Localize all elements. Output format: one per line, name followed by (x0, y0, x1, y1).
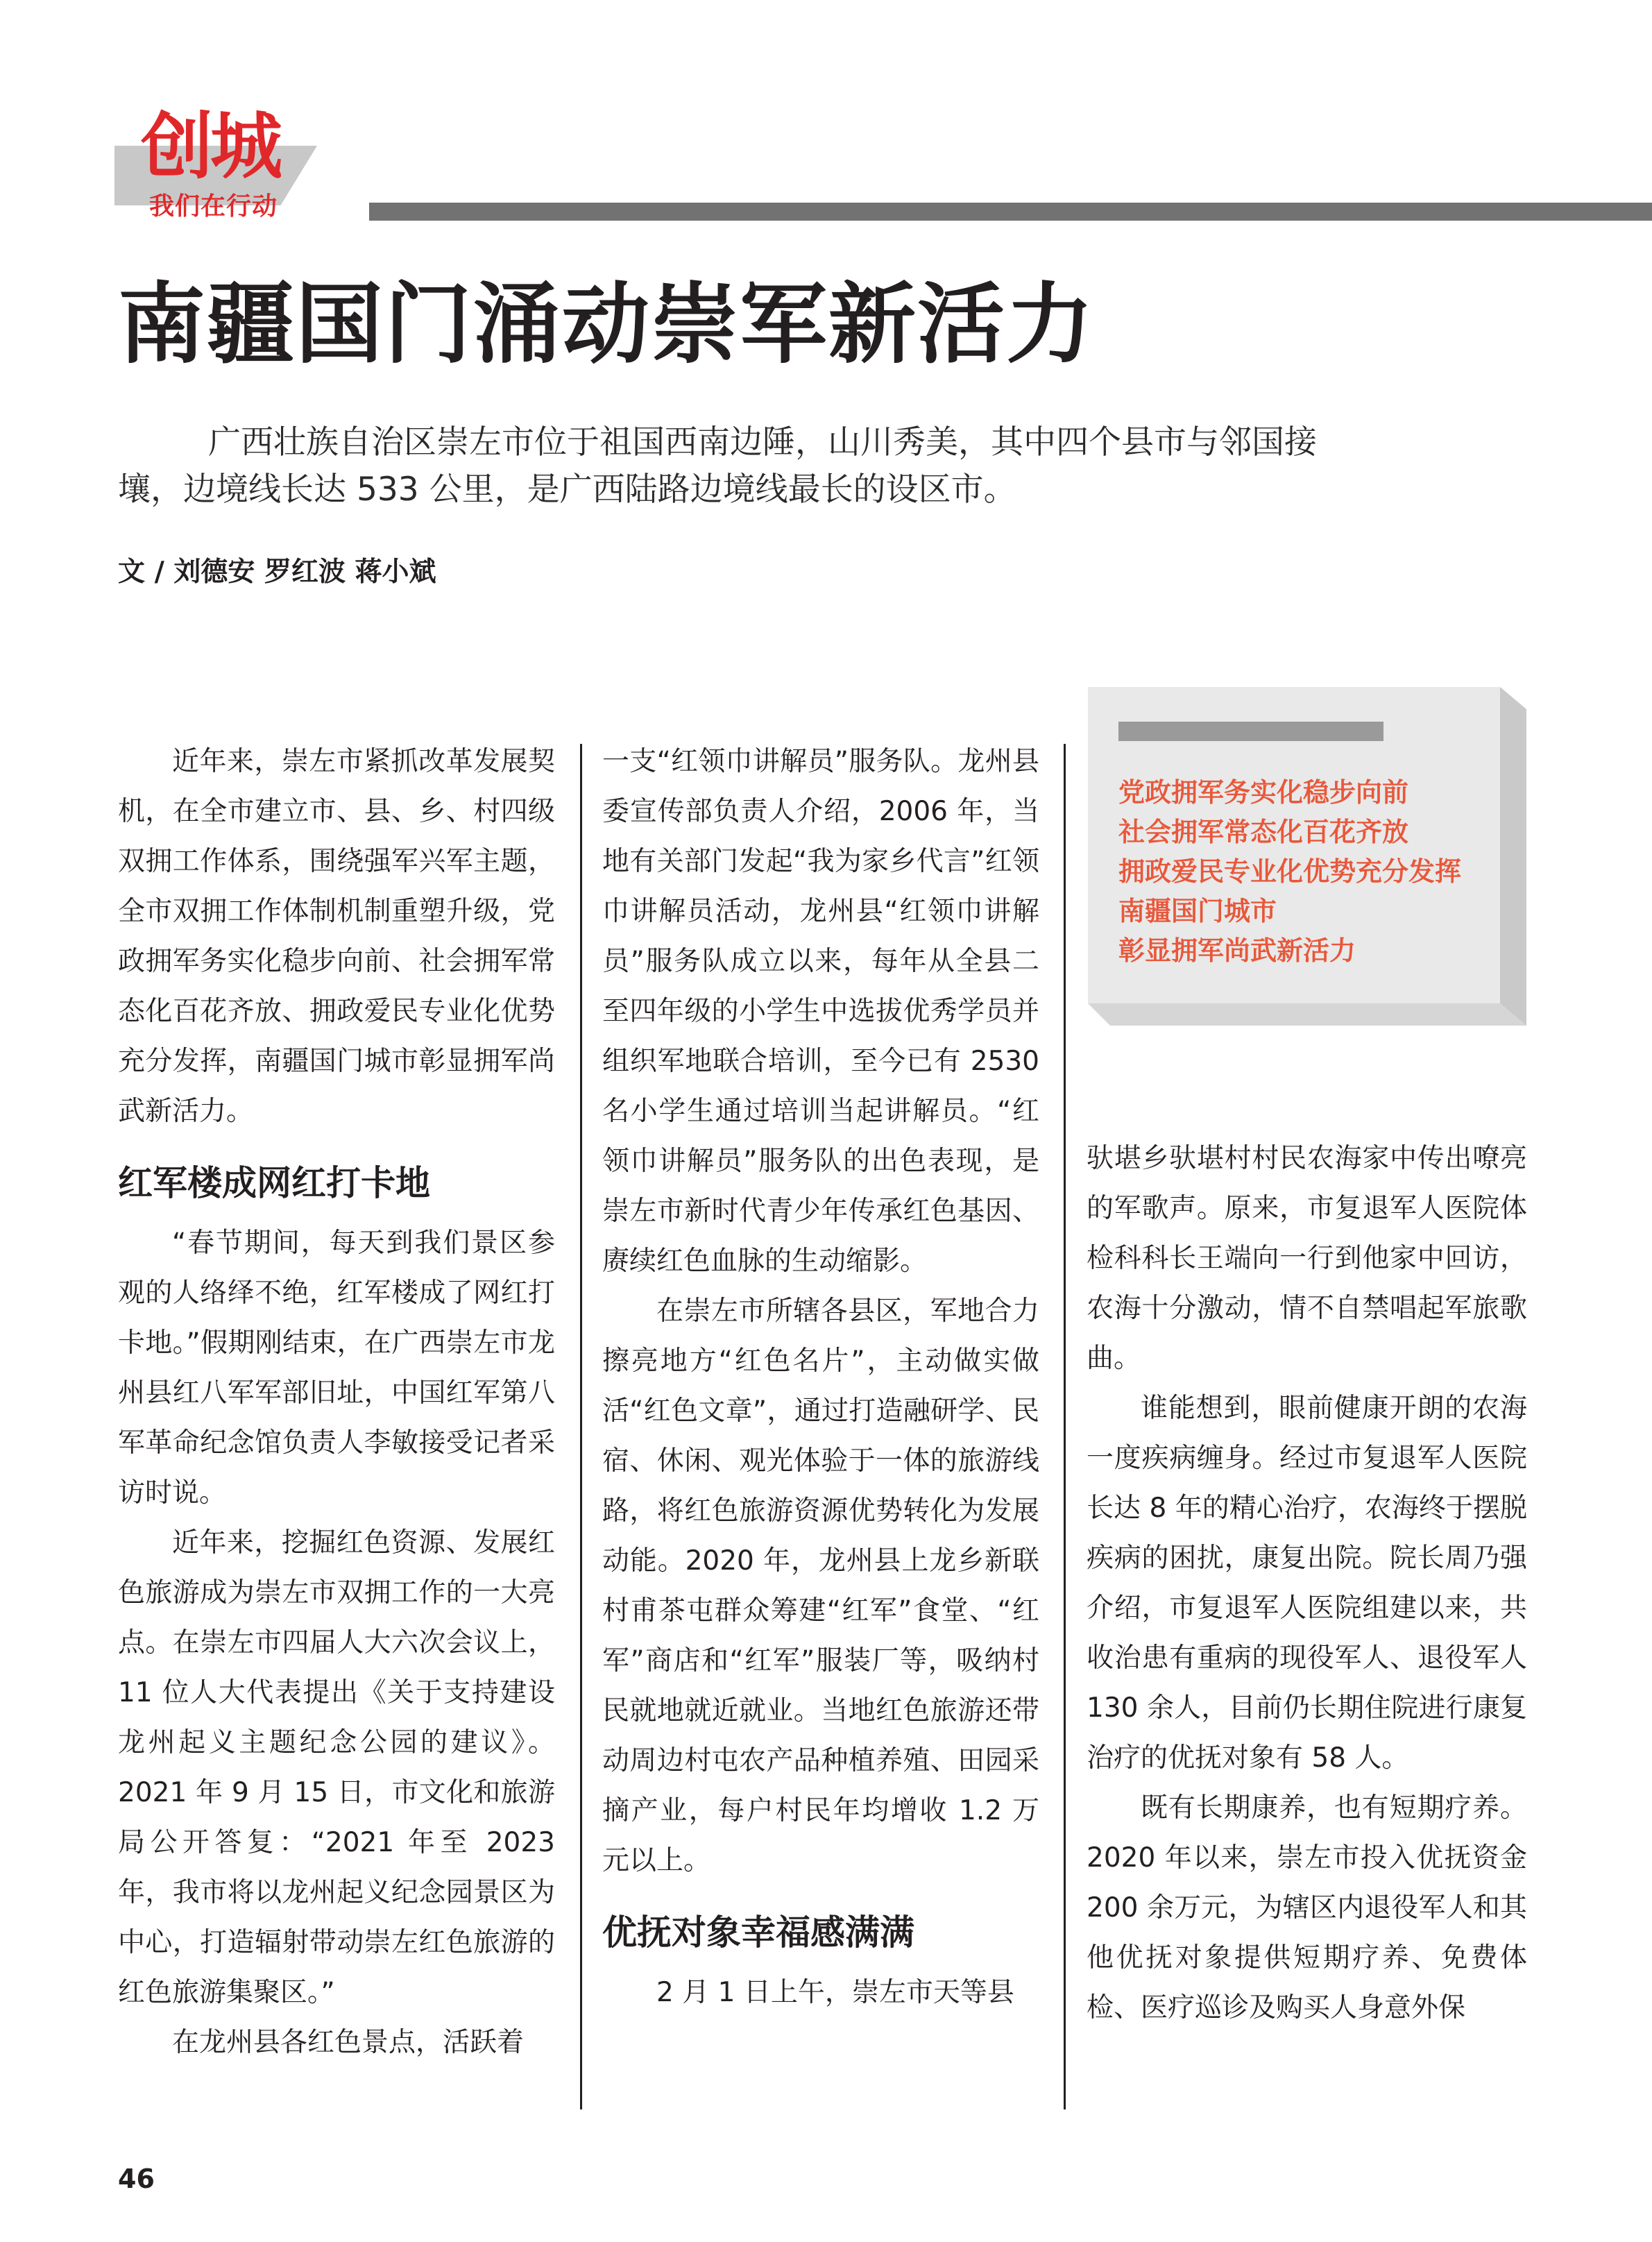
column-divider (1064, 744, 1066, 2109)
section-logo (114, 105, 330, 223)
section-heading: 红军楼成网红打卡地 (118, 1163, 430, 1203)
article-byline: 文 / 刘德安 罗红波 蒋小斌 (118, 557, 436, 588)
pull-quote-line: 拥政爱民专业化优势充分发挥 (1118, 856, 1462, 887)
paragraph: 一支“红领巾讲解员”服务队。龙州县委宣传部负责人介绍，2006 年，当地有关部门发起“我为家乡代言”红领巾讲解员活动，龙州县“红领巾讲解员”服务队成立以来，每年从全县二至四年级的小学生中选拔优秀学员并组织军地联合培训，至今已有 2530 名小学生通过培训当起讲解员。“红领巾讲解员”服务队的出色表现，是崇左市新时代青少年传承红色基因、赓续红色血脉的生动缩影。 (602, 746, 1039, 1277)
logo-subtitle: 我们在行动 (149, 192, 278, 221)
paragraph: 驮堪乡驮堪村村民农海家中传出嘹亮的军歌声。原来，市复退军人医院体检科科长王端向一行到他家中回访，农海十分激动，情不自禁唱起军旅歌曲。 (1087, 1143, 1527, 1374)
article-lead: 广西壮族自治区崇左市位于祖国西南边陲，山川秀美，其中四个县市与邻国接壤，边境线长达 533 公里，是广西陆路边境线最长的设区市。 (118, 423, 1317, 509)
paragraph: 既有长期康养，也有短期疗养。2020 年以来，崇左市投入优抚资金 200 余万元，为辖区内退役军人和其他优抚对象提供短期疗养、免费体检、医疗巡诊及购买人身意外保 (1087, 1792, 1527, 2023)
column-1 (118, 737, 555, 2068)
paragraph: 在崇左市所辖各县区，军地合力擦亮地方“红色名片”，主动做实做活“红色文章”，通过打造融研学、民宿、休闲、观光体验于一体的旅游线路，将红色旅游资源优势转化为发展动能。2020 年，龙州县上龙乡新联村甫茶屯群众筹建“红军”食堂、“红军”商店和“红军”服装厂等，吸纳村民就地就近就业。当地红色旅游还带动周边村屯农产品种植养殖、田园采摘产业，每户村民年均增收 1.2 万元以上。 (602, 1296, 1039, 1876)
article-title: 南疆国门涌动崇军新活力 (118, 273, 1095, 375)
pull-quote-bottom-shade (1088, 1003, 1526, 1026)
pull-quote-bar (1118, 722, 1383, 741)
column-2 (602, 737, 1039, 2018)
paragraph: 近年来，崇左市紧抓改革发展契机，在全市建立市、县、乡、村四级双拥工作体系，围绕强军兴军主题，全市双拥工作体制机制重塑升级，党政拥军务实化稳步向前、社会拥军常态化百花齐放、拥政爱民专业化优势充分发挥，南疆国门城市彰显拥军尚武新活力。 (118, 746, 555, 1127)
pull-quote-box (1088, 687, 1526, 1026)
pull-quote-line: 党政拥军务实化稳步向前 (1118, 777, 1409, 808)
section-heading: 优抚对象幸福感满满 (602, 1912, 914, 1953)
pull-quote-line: 南疆国门城市 (1118, 896, 1277, 926)
header-divider-bar (369, 203, 1652, 221)
pull-quote-line: 彰显拥军尚武新活力 (1118, 935, 1356, 966)
paragraph: “春节期间，每天到我们景区参观的人络绎不绝，红军楼成了网红打卡地。”假期刚结束，在广西崇左市龙州县红八军军部旧址，中国红军第八军革命纪念馆负责人李敏接受记者采访时说。 (118, 1228, 555, 1509)
column-3 (1087, 1134, 1527, 2033)
paragraph: 在龙州县各红色景点，活跃着 (172, 2027, 525, 2058)
paragraph: 谁能想到，眼前健康开朗的农海一度疾病缠身。经过市复退军人医院长达 8 年的精心治疗，农海终于摆脱疾病的困扰，康复出院。院长周乃强介绍，市复退军人医院组建以来，共收治患有重病的现役军人、退役军人 130 余人，目前仍长期住院进行康复治疗的优抚对象有 58 人。 (1087, 1393, 1527, 1774)
column-divider (580, 744, 582, 2109)
paragraph: 近年来，挖掘红色资源、发展红色旅游成为崇左市双拥工作的一大亮点。在崇左市四届人大六次会议上，11 位人大代表提出《关于支持建设龙州起义主题纪念公园的建议》。2021 年 9 月 15 日，市文化和旅游局公开答复：“2021 年至 2023 年，我市将以龙州起义纪念园景区为中心，打造辐射带动崇左红色旅游的红色旅游集聚区。” (118, 1527, 555, 2008)
logo-title: 创城 (141, 104, 280, 189)
pull-quote-line: 社会拥军常态化百花齐放 (1118, 817, 1409, 847)
pull-quote-text (1118, 773, 1507, 971)
page-number: 46 (118, 2164, 155, 2194)
paragraph: 2 月 1 日上午，崇左市天等县 (656, 1977, 1014, 2008)
